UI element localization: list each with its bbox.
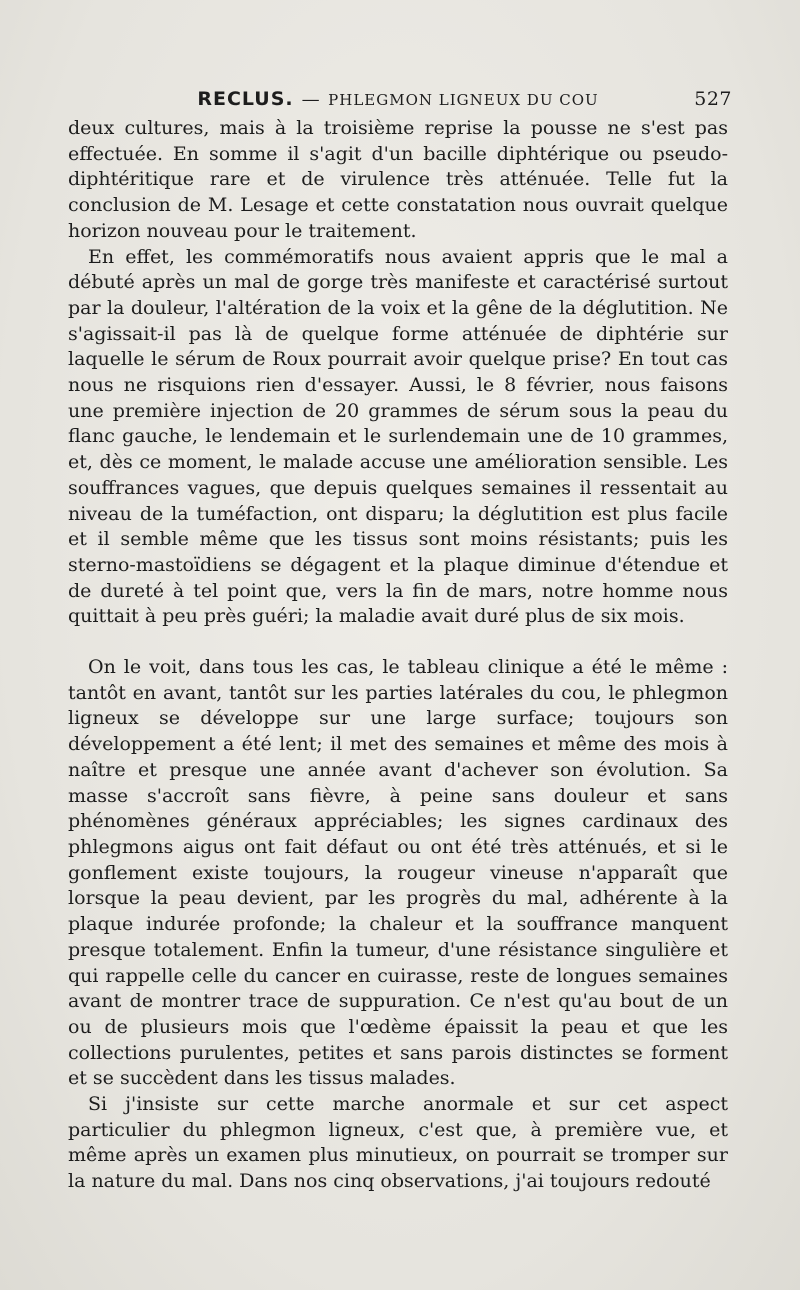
paragraph-abnormal-course: Si j'insiste sur cette marche anormale et sur cet aspect particulier du phlegmon ligneux, c'est que, à première vue, et même après un examen plus minutieux, on pourrait se tromper sur la nature du mal. Dans nos cinq observations, j'ai toujours redouté	[68, 1093, 728, 1193]
book-page	[68, 84, 732, 1195]
running-head-separator: —	[301, 89, 321, 110]
page-number: 527	[694, 88, 732, 110]
body-text	[68, 116, 728, 1195]
running-head-title: PHLEGMON LIGNEUX DU COU	[328, 91, 599, 109]
paragraph-serum-treatment: En effet, les commémoratifs nous avaient appris que le mal a débuté après un mal de gorge très manifeste et caractérisé surtout par la douleur, l'altération de la voix et la gêne de la déglutition. Ne s'agissait-il pas là de quelque forme atténuée de diphtérie sur laquelle le sérum de Roux pourrait avoir quelque prise? En tout cas nous ne risquions rien d'essayer. Aussi, le 8 février, nous faisons une première injection de 20 grammes de sérum sous la peau du flanc gauche, le lendemain et le surlendemain une de 10 grammes, et, dès ce moment, le malade accuse une amélioration sensible. Les souffrances vagues, que depuis quelques semaines il ressentait au niveau de la tuméfaction, ont disparu; la déglutition est plus facile et il semble même que les tissus sont moins résistants; puis les sterno-mastoïdiens se dégagent et la plaque diminue d'étendue et de dureté à tel point que, vers la fin de mars, notre homme nous quittait à peu près guéri; la maladie avait duré plus de six mois.	[68, 245, 728, 628]
paragraph-continuation: deux cultures, mais à la troisième reprise la pousse ne s'est pas effectuée. En somme il s'agit d'un bacille diphtérique ou pseudo-diphtéritique rare et de virulence très atténuée. Telle fut la conclusion de M. Lesage et cette constatation nous ouvrait quelque horizon nouveau pour le traitement.	[68, 117, 728, 242]
running-head	[68, 84, 732, 114]
paragraph-clinical-picture: On le voit, dans tous les cas, le tableau clinique a été le même : tantôt en avant, tantôt sur les parties latérales du cou, le phlegmon ligneux se développe sur une large surface; toujours son développement a été lent; il met des semaines et même des mois à naître et presque une année avant d'achever son évolution. Sa masse s'accroît sans fièvre, à peine sans douleur et sans phénomènes généraux appréciables; les signes cardinaux des phlegmons aigus ont fait défaut ou ont été très atténués, et si le gonflement existe toujours, la rougeur vineuse n'apparaît que lorsque la peau devient, par les progrès du mal, adhérente à la plaque indurée profonde; la chaleur et la souffrance manquent presque totalement. Enfin la tumeur, d'une résistance singulière et qui rappelle celle du cancer en cuirasse, reste de longues semaines avant de montrer trace de suppuration. Ce n'est qu'au bout de un ou de plusieurs mois que l'œdème épaissit la peau et que les collections purulentes, petites et sans parois distinctes se forment et se succèdent dans les tissus malades.	[68, 656, 728, 1090]
running-head-author: RECLUS.	[197, 88, 294, 110]
